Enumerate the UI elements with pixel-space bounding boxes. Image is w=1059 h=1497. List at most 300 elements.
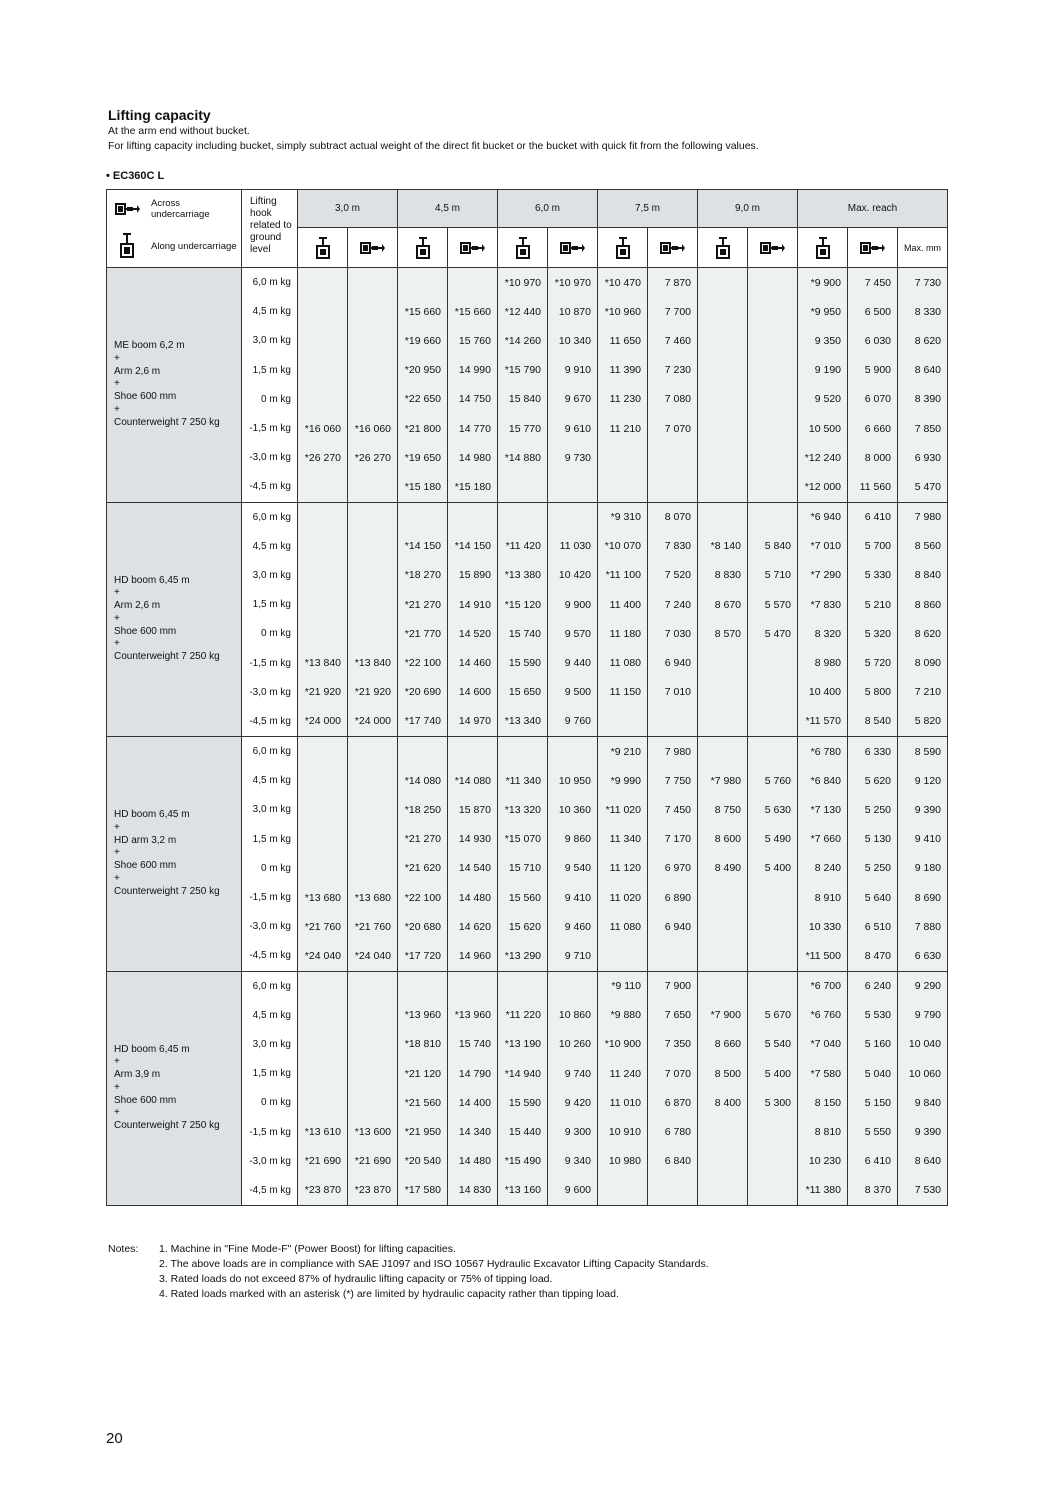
lifting-hook-header: Lifting hook related to ground level [242, 190, 298, 268]
capacity-cell: 14 480 [448, 883, 498, 912]
capacity-cell [748, 356, 798, 385]
capacity-cell: *13 960 [448, 1001, 498, 1030]
capacity-cell [548, 737, 598, 767]
capacity-cell [298, 561, 348, 590]
capacity-cell [698, 648, 748, 677]
capacity-cell: 9 710 [548, 941, 598, 971]
capacity-cell: 8 570 [698, 619, 748, 648]
capacity-cell: 6 240 [848, 971, 898, 1001]
capacity-cell: 7 530 [898, 1176, 948, 1206]
col-header-4-5m: 4,5 m [398, 190, 498, 228]
configuration-line: ME boom 6,2 m [114, 340, 185, 352]
capacity-cell: 8 540 [848, 707, 898, 737]
capacity-cell: 10 360 [548, 795, 598, 824]
capacity-cell [748, 912, 798, 941]
capacity-cell [698, 385, 748, 414]
capacity-cell [698, 941, 748, 971]
capacity-cell: 5 630 [748, 795, 798, 824]
capacity-cell [298, 971, 348, 1001]
capacity-cell: 5 470 [898, 472, 948, 502]
capacity-cell: *11 100 [598, 561, 648, 590]
configuration-line: HD boom 6,45 m [114, 809, 190, 821]
capacity-cell: 5 400 [748, 1059, 798, 1088]
height-level: 3,0 m kg [242, 561, 298, 590]
capacity-cell: 11 390 [598, 356, 648, 385]
capacity-cell: 7 980 [648, 737, 698, 767]
capacity-cell: *14 260 [498, 326, 548, 355]
capacity-cell: 5 840 [748, 532, 798, 561]
capacity-cell: *15 660 [448, 297, 498, 326]
capacity-cell: 14 750 [448, 385, 498, 414]
capacity-cell: 6 330 [848, 737, 898, 767]
capacity-cell [598, 1176, 648, 1206]
capacity-cell: 9 760 [548, 707, 598, 737]
height-level: 6,0 m kg [242, 737, 298, 767]
configuration-label [107, 268, 242, 503]
capacity-cell: 5 530 [848, 1001, 898, 1030]
configuration-line: + [114, 1056, 120, 1068]
height-level: -4,5 m kg [242, 707, 298, 737]
capacity-cell: *13 340 [498, 707, 548, 737]
capacity-cell: *10 470 [598, 268, 648, 298]
capacity-cell [298, 1059, 348, 1088]
height-level: 1,5 m kg [242, 825, 298, 854]
along-undercarriage-icon [119, 233, 135, 259]
capacity-cell [748, 297, 798, 326]
capacity-cell [348, 532, 398, 561]
capacity-cell: 8 660 [698, 1030, 748, 1059]
configuration-line: Counterweight 7 250 kg [114, 651, 220, 662]
capacity-cell [748, 1147, 798, 1176]
capacity-cell: 14 600 [448, 678, 498, 707]
capacity-cell: 6 780 [648, 1117, 698, 1146]
capacity-cell: *6 700 [798, 971, 848, 1001]
capacity-cell [348, 268, 398, 298]
height-level: 1,5 m kg [242, 590, 298, 619]
capacity-cell [348, 1059, 398, 1088]
capacity-cell: 5 540 [748, 1030, 798, 1059]
configuration-line: Counterweight 7 250 kg [114, 1120, 220, 1131]
capacity-cell [398, 971, 448, 1001]
across-undercarriage-icon [648, 228, 698, 268]
capacity-cell: 14 540 [448, 854, 498, 883]
capacity-cell: 8 620 [898, 326, 948, 355]
capacity-cell: 15 590 [498, 648, 548, 677]
capacity-cell: 6 410 [848, 1147, 898, 1176]
capacity-cell: 8 590 [898, 737, 948, 767]
capacity-cell: 14 960 [448, 941, 498, 971]
capacity-cell [398, 268, 448, 298]
capacity-cell [648, 941, 698, 971]
capacity-cell: 8 840 [898, 561, 948, 590]
capacity-cell: 15 740 [448, 1030, 498, 1059]
configuration-line: Arm 2,6 m [114, 365, 161, 377]
capacity-cell: 7 230 [648, 356, 698, 385]
capacity-cell: *14 080 [398, 766, 448, 795]
capacity-cell: 5 490 [748, 825, 798, 854]
capacity-cell: 9 540 [548, 854, 598, 883]
capacity-cell: *13 610 [298, 1117, 348, 1146]
model-label: • EC360C L [106, 170, 165, 182]
capacity-cell: *20 690 [398, 678, 448, 707]
capacity-cell: 7 170 [648, 825, 698, 854]
capacity-cell: 11 180 [598, 619, 648, 648]
capacity-cell: *14 080 [448, 766, 498, 795]
capacity-cell: 10 500 [798, 414, 848, 443]
capacity-cell [448, 971, 498, 1001]
capacity-cell: 15 560 [498, 883, 548, 912]
capacity-cell [498, 971, 548, 1001]
configuration-line: Counterweight 7 250 kg [114, 416, 220, 428]
capacity-cell: 15 740 [498, 619, 548, 648]
configuration-line: Shoe 600 mm [114, 625, 177, 637]
height-level: 1,5 m kg [242, 1059, 298, 1088]
capacity-cell: 6 510 [848, 912, 898, 941]
capacity-cell: *14 150 [448, 532, 498, 561]
height-level: -3,0 m kg [242, 443, 298, 472]
capacity-cell: *9 210 [598, 737, 648, 767]
capacity-cell: 11 210 [598, 414, 648, 443]
capacity-cell [298, 356, 348, 385]
height-level: -1,5 m kg [242, 414, 298, 443]
capacity-cell: *11 340 [498, 766, 548, 795]
capacity-cell: 5 700 [848, 532, 898, 561]
configuration-line: HD boom 6,45 m [114, 1043, 190, 1055]
capacity-cell [448, 737, 498, 767]
capacity-cell [748, 385, 798, 414]
capacity-cell: *9 110 [598, 971, 648, 1001]
capacity-cell [698, 414, 748, 443]
capacity-cell: *13 680 [348, 883, 398, 912]
capacity-cell [698, 326, 748, 355]
capacity-cell [398, 502, 448, 532]
capacity-cell: 9 390 [898, 795, 948, 824]
capacity-cell: *16 060 [348, 414, 398, 443]
capacity-cell: *21 690 [348, 1147, 398, 1176]
capacity-cell [698, 883, 748, 912]
col-header-max-reach: Max. reach [798, 190, 948, 228]
capacity-cell [698, 1117, 748, 1146]
capacity-cell: *24 040 [348, 941, 398, 971]
capacity-cell [448, 268, 498, 298]
capacity-cell: 6 500 [848, 297, 898, 326]
height-level: 4,5 m kg [242, 297, 298, 326]
capacity-cell [698, 502, 748, 532]
capacity-cell: *13 160 [498, 1176, 548, 1206]
capacity-cell: *21 950 [398, 1117, 448, 1146]
capacity-cell [448, 502, 498, 532]
capacity-cell [298, 1088, 348, 1117]
capacity-cell: 7 730 [898, 268, 948, 298]
capacity-cell: 10 910 [598, 1117, 648, 1146]
capacity-cell [348, 385, 398, 414]
capacity-cell: 8 000 [848, 443, 898, 472]
capacity-cell: 6 660 [848, 414, 898, 443]
capacity-cell: 10 980 [598, 1147, 648, 1176]
capacity-cell: *14 880 [498, 443, 548, 472]
capacity-cell: 9 300 [548, 1117, 598, 1146]
capacity-cell: 5 550 [848, 1117, 898, 1146]
capacity-cell: 14 480 [448, 1147, 498, 1176]
height-level: 4,5 m kg [242, 532, 298, 561]
table-row [107, 737, 948, 767]
capacity-cell [548, 971, 598, 1001]
capacity-cell [548, 502, 598, 532]
capacity-cell: *21 270 [398, 825, 448, 854]
capacity-cell: *9 880 [598, 1001, 648, 1030]
capacity-cell: 8 810 [798, 1117, 848, 1146]
capacity-cell: 9 740 [548, 1059, 598, 1088]
capacity-cell: 8 640 [898, 356, 948, 385]
capacity-cell: *13 960 [398, 1001, 448, 1030]
capacity-cell: 9 440 [548, 648, 598, 677]
capacity-cell: 5 300 [748, 1088, 798, 1117]
height-level: 6,0 m kg [242, 268, 298, 298]
capacity-cell: 5 150 [848, 1088, 898, 1117]
capacity-cell: 11 120 [598, 854, 648, 883]
capacity-cell: *7 660 [798, 825, 848, 854]
height-level: -4,5 m kg [242, 472, 298, 502]
capacity-cell [298, 766, 348, 795]
configuration-line: HD arm 3,2 m [114, 834, 177, 846]
capacity-cell: 5 800 [848, 678, 898, 707]
capacity-cell: 5 040 [848, 1059, 898, 1088]
capacity-cell: *10 960 [598, 297, 648, 326]
capacity-cell: 11 030 [548, 532, 598, 561]
capacity-cell: 6 630 [898, 941, 948, 971]
capacity-cell: 11 230 [598, 385, 648, 414]
capacity-cell: *7 830 [798, 590, 848, 619]
capacity-cell [698, 443, 748, 472]
capacity-cell: *12 240 [798, 443, 848, 472]
configuration-line: HD boom 6,45 m [114, 574, 190, 586]
capacity-cell: *15 660 [398, 297, 448, 326]
height-level: 3,0 m kg [242, 1030, 298, 1059]
capacity-cell [298, 854, 348, 883]
configuration-line: + [114, 821, 120, 833]
capacity-cell: 6 940 [648, 648, 698, 677]
capacity-cell: 7 980 [898, 502, 948, 532]
capacity-cell [698, 971, 748, 1001]
capacity-cell: 14 790 [448, 1059, 498, 1088]
capacity-cell: *7 290 [798, 561, 848, 590]
capacity-cell: 11 080 [598, 912, 648, 941]
configuration-line: Arm 2,6 m [114, 600, 161, 612]
capacity-cell: *13 680 [298, 883, 348, 912]
capacity-cell: 9 790 [898, 1001, 948, 1030]
capacity-cell: 8 470 [848, 941, 898, 971]
capacity-cell: 8 240 [798, 854, 848, 883]
capacity-cell: *15 070 [498, 825, 548, 854]
capacity-cell [298, 297, 348, 326]
capacity-cell: 10 420 [548, 561, 598, 590]
capacity-cell: 9 610 [548, 414, 598, 443]
configuration-line: + [114, 352, 120, 364]
capacity-cell: 7 460 [648, 326, 698, 355]
capacity-cell [648, 443, 698, 472]
capacity-cell [748, 971, 798, 1001]
capacity-cell: 9 410 [548, 883, 598, 912]
capacity-cell: 5 400 [748, 854, 798, 883]
along-undercarriage-icon [698, 228, 748, 268]
capacity-cell: *11 420 [498, 532, 548, 561]
capacity-cell: 9 570 [548, 619, 598, 648]
height-level: -4,5 m kg [242, 1176, 298, 1206]
capacity-cell [698, 297, 748, 326]
capacity-cell: *24 000 [348, 707, 398, 737]
capacity-cell: 14 980 [448, 443, 498, 472]
capacity-cell [348, 472, 398, 502]
capacity-cell [348, 1088, 398, 1117]
capacity-cell: 9 120 [898, 766, 948, 795]
height-level: 3,0 m kg [242, 326, 298, 355]
capacity-cell: 9 860 [548, 825, 598, 854]
capacity-cell: 14 620 [448, 912, 498, 941]
capacity-cell [498, 737, 548, 767]
capacity-cell: 5 470 [748, 619, 798, 648]
lifting-capacity-table [106, 189, 948, 1206]
capacity-cell: 8 620 [898, 619, 948, 648]
height-level: 4,5 m kg [242, 1001, 298, 1030]
capacity-cell [298, 472, 348, 502]
capacity-cell [598, 443, 648, 472]
capacity-cell: 8 090 [898, 648, 948, 677]
capacity-cell: 11 150 [598, 678, 648, 707]
across-undercarriage-icon [548, 228, 598, 268]
capacity-cell: *13 190 [498, 1030, 548, 1059]
capacity-cell [648, 1176, 698, 1206]
capacity-cell: *13 840 [298, 648, 348, 677]
capacity-cell: 5 900 [848, 356, 898, 385]
height-level: -4,5 m kg [242, 941, 298, 971]
capacity-cell: *24 040 [298, 941, 348, 971]
capacity-cell: *15 490 [498, 1147, 548, 1176]
capacity-cell: 11 240 [598, 1059, 648, 1088]
configuration-label [107, 971, 242, 1206]
notes-label: Notes: [108, 1243, 139, 1255]
capacity-cell: *17 740 [398, 707, 448, 737]
capacity-cell: 5 820 [898, 707, 948, 737]
undercarriage-legend [107, 190, 242, 268]
height-level: 0 m kg [242, 385, 298, 414]
capacity-cell: *11 220 [498, 1001, 548, 1030]
capacity-cell: *9 950 [798, 297, 848, 326]
capacity-cell [748, 707, 798, 737]
height-level: 4,5 m kg [242, 766, 298, 795]
capacity-cell: 8 070 [648, 502, 698, 532]
capacity-cell: 5 250 [848, 854, 898, 883]
capacity-cell: 7 880 [898, 912, 948, 941]
configuration-line: + [114, 1107, 120, 1119]
height-level: -1,5 m kg [242, 883, 298, 912]
capacity-cell: 8 910 [798, 883, 848, 912]
capacity-cell [348, 1001, 398, 1030]
capacity-cell: 7 830 [648, 532, 698, 561]
capacity-cell: 11 010 [598, 1088, 648, 1117]
capacity-cell [598, 941, 648, 971]
capacity-cell [348, 297, 398, 326]
capacity-cell: 7 520 [648, 561, 698, 590]
capacity-cell [698, 1147, 748, 1176]
capacity-cell: 15 440 [498, 1117, 548, 1146]
capacity-cell: 7 650 [648, 1001, 698, 1030]
capacity-cell: 15 620 [498, 912, 548, 941]
capacity-cell: 14 970 [448, 707, 498, 737]
height-level: 6,0 m kg [242, 502, 298, 532]
capacity-cell: *20 680 [398, 912, 448, 941]
capacity-cell [348, 561, 398, 590]
capacity-cell [698, 1176, 748, 1206]
capacity-cell: *13 600 [348, 1117, 398, 1146]
height-level: -1,5 m kg [242, 1117, 298, 1146]
capacity-cell: *22 100 [398, 648, 448, 677]
configuration-line: + [114, 872, 120, 884]
along-undercarriage-icon [798, 228, 848, 268]
capacity-cell: 5 670 [748, 1001, 798, 1030]
capacity-cell [348, 619, 398, 648]
capacity-cell: *12 000 [798, 472, 848, 502]
capacity-cell: 7 010 [648, 678, 698, 707]
subtitle-arm-end: At the arm end without bucket. [108, 125, 250, 137]
capacity-cell: *20 540 [398, 1147, 448, 1176]
capacity-cell: *24 000 [298, 707, 348, 737]
capacity-cell [748, 268, 798, 298]
capacity-cell: 14 770 [448, 414, 498, 443]
capacity-cell: 8 860 [898, 590, 948, 619]
capacity-cell: *18 270 [398, 561, 448, 590]
capacity-cell: 9 290 [898, 971, 948, 1001]
capacity-cell: *21 690 [298, 1147, 348, 1176]
capacity-cell: 11 080 [598, 648, 648, 677]
configuration-line: + [114, 403, 120, 415]
capacity-cell: 14 830 [448, 1176, 498, 1206]
capacity-cell [748, 941, 798, 971]
capacity-cell [348, 1030, 398, 1059]
capacity-cell: 8 670 [698, 590, 748, 619]
capacity-cell: 5 640 [848, 883, 898, 912]
capacity-cell [298, 385, 348, 414]
capacity-cell: 5 760 [748, 766, 798, 795]
capacity-cell: *11 380 [798, 1176, 848, 1206]
capacity-cell: *21 120 [398, 1059, 448, 1088]
capacity-cell: 6 940 [648, 912, 698, 941]
capacity-cell [748, 1117, 798, 1146]
capacity-cell: 9 390 [898, 1117, 948, 1146]
capacity-cell: 8 690 [898, 883, 948, 912]
capacity-cell [348, 737, 398, 767]
height-level: 1,5 m kg [242, 356, 298, 385]
capacity-cell [748, 502, 798, 532]
configuration-line: Counterweight 7 250 kg [114, 885, 220, 897]
configuration-line: + [114, 587, 120, 599]
capacity-cell: 8 560 [898, 532, 948, 561]
capacity-cell: 14 400 [448, 1088, 498, 1117]
capacity-cell: 9 340 [548, 1147, 598, 1176]
capacity-cell: 9 840 [898, 1088, 948, 1117]
capacity-cell: 7 450 [648, 795, 698, 824]
capacity-cell: *10 900 [598, 1030, 648, 1059]
capacity-cell: 8 640 [898, 1147, 948, 1176]
capacity-cell: *26 270 [348, 443, 398, 472]
capacity-cell: 5 320 [848, 619, 898, 648]
capacity-cell: 5 620 [848, 766, 898, 795]
capacity-cell [698, 912, 748, 941]
capacity-cell: 15 890 [448, 561, 498, 590]
capacity-cell: *9 310 [598, 502, 648, 532]
across-undercarriage-icon [448, 228, 498, 268]
capacity-cell: 10 230 [798, 1147, 848, 1176]
capacity-cell: 5 160 [848, 1030, 898, 1059]
